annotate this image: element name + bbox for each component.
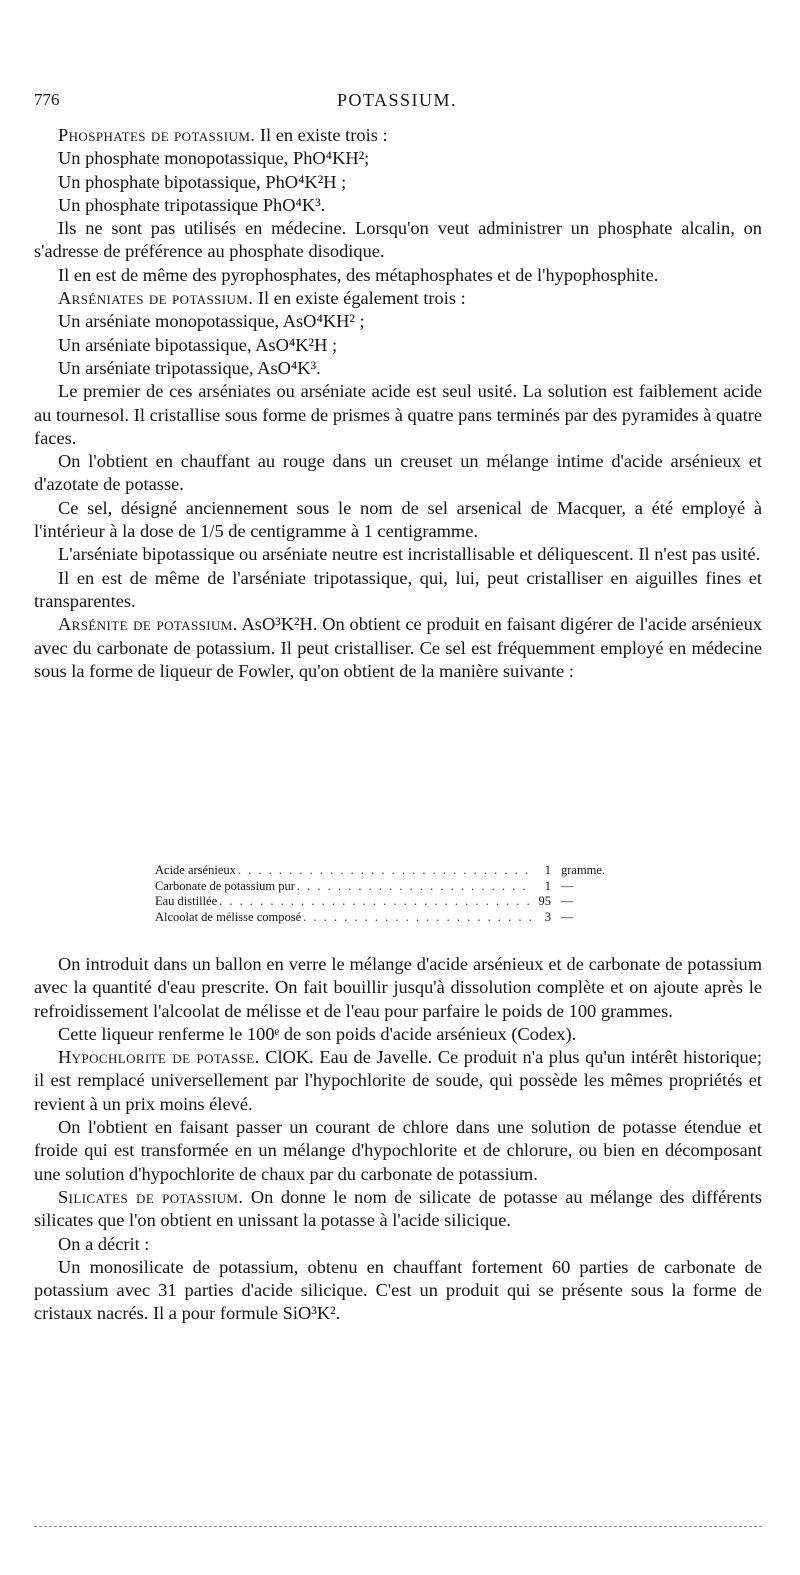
section-heading-label: Silicates de potassium. [58,1186,244,1207]
recipe-quantity: 1 [544,863,551,877]
section-heading-paragraph [34,1046,762,1116]
leader-dots [217,894,533,910]
recipe-unit: — [561,909,574,924]
section-heading-paragraph [34,613,762,683]
text-line: Un arséniate tripotassique, AsO⁴K³. [58,357,321,378]
section-heading-label: Arséniates de potassium. [58,288,254,309]
leader-dots [301,910,533,926]
body-text-top [34,124,762,683]
recipe-unit: gramme. [561,863,606,877]
section-heading-text: AsO³K²H. On obtient ce produit en faisant digérer de l'acide arsénieux avec du carbonate de potassium. Il peut cristalliser. Ce sel est fréquemment employé en médecine sous la forme de liqueur de Fowler, qu'on obtient de la manière suivante : [34,614,762,681]
section-heading-label: Arsénite de potassium. [58,614,238,635]
section-heading-paragraph [34,124,762,147]
section-heading-text: Il en existe également trois : [257,288,466,309]
text-line: Un phosphate tripotassique PhO⁴K³. [58,194,326,215]
recipe-ingredient: Acide arsénieux [155,863,236,877]
leader-dots [236,863,533,879]
recipe-unit: — [561,878,574,893]
section-heading-label: Phosphates de potassium. [58,125,256,145]
section-heading-label: Hypochlorite de potasse. [58,1047,260,1068]
recipe-ingredient: Carbonate de potassium pur [155,878,295,893]
recipe-quantity: 1 [544,878,551,893]
text-line: Un phosphate bipotassique, PhO⁴K²H ; [58,171,347,192]
paragraph: Il en est de même de l'arséniate tripotassique, qui, lui, peut cristalliser en aiguilles fines et transparentes. [34,567,762,611]
paragraph: Il en est de même des pyrophosphates, des métaphosphates et de l'hypophosphite. [58,264,659,285]
recipe-ingredient: Alcoolat de mélisse composé [155,909,302,924]
section-heading-paragraph [34,1186,762,1233]
recipe-unit: — [561,894,574,909]
recipe-row [155,863,635,879]
paragraph: On l'obtient en faisant passer un courant de chlore dans une solution de potasse étendue et froide qui est transformée en un mélange d'hypochlorite et de chlorure, ou bien en décomposant une solution d'hypochlorite de chaux par du carbonate de potassium. [34,1117,762,1184]
fowler-recipe-table [155,863,635,925]
recipe-ingredient: Eau distillée [155,894,218,909]
paragraph: On l'obtient en chauffant au rouge dans un creuset un mélange intime d'acide arsénieux et d'azotate de potasse. [34,451,762,495]
page-number: 776 [34,90,60,109]
paragraph: Un monosilicate de potassium, obtenu en chauffant fortement 60 parties de carbonate de potassium avec 31 parties d'acide silicique. C'est un produit qui se présente sous la forme de cristaux nacrés. Il a pour formule SiO³K². [34,1256,762,1324]
paragraph: Cette liqueur renferme le 100ᵉ de son poids d'acide arsénieux (Codex). [58,1023,577,1044]
paragraph: Ce sel, désigné anciennement sous le nom de sel arsenical de Macquer, a été employé à l'intérieur à la dose de 1/5 de centigramme à 1 centigramme. [34,497,762,542]
recipe-quantity: 95 [538,894,551,909]
text-line: Un phosphate monopotassique, PhO⁴KH²; [58,148,370,169]
footer-rule [34,1526,762,1527]
body-text-bottom [34,953,762,1326]
section-heading-text: ClOK. Eau de Javelle. Ce produit n'a plus qu'un intérêt historique; il est remplacé universellement par l'hypochlorite de soude, qui possède les mêmes propriétés et revient à un prix moins élevé. [34,1047,762,1114]
leader-dots [295,879,533,895]
recipe-row [155,894,635,910]
section-heading-text: Il en existe trois : [259,125,388,145]
page-header [34,90,760,114]
paragraph: Le premier de ces arséniates ou arséniate acide est seul usité. La solution est faiblement acide au tournesol. Il cristallise sous forme de prismes à quatre pans terminés par des pyramides à quatre faces. [34,381,762,448]
text-line: Un arséniate bipotassique, AsO⁴K²H ; [58,334,338,355]
paragraph: L'arséniate bipotassique ou arséniate neutre est incristallisable et déliquescent. Il n'est pas usité. [58,544,761,565]
section-heading-text: On donne le nom de silicate de potasse au mélange des différents silicates que l'on obtient en unissant la potasse à l'acide silicique. [34,1186,763,1231]
recipe-quantity: 3 [544,909,551,924]
text-line: On a décrit : [58,1233,150,1254]
section-heading-paragraph [34,287,762,310]
paragraph: Ils ne sont pas utilisés en médecine. Lorsqu'on veut administrer un phosphate alcalin, on s'adresse de préférence au phosphate disodique. [34,218,762,262]
text-line: Un arséniate monopotassique, AsO⁴KH² ; [58,311,365,332]
paragraph: On introduit dans un ballon en verre le mélange d'acide arsénieux et de carbonate de potassium avec la quantité d'eau prescrite. On fait bouillir jusqu'à dissolution complète et on ajoute après le refroidissement l'alcoolat de mélisse et de l'eau pour parfaire le poids de 100 grammes. [34,954,762,1021]
running-title: POTASSIUM. [336,90,458,110]
recipe-row [155,879,635,895]
recipe-row [155,910,635,926]
